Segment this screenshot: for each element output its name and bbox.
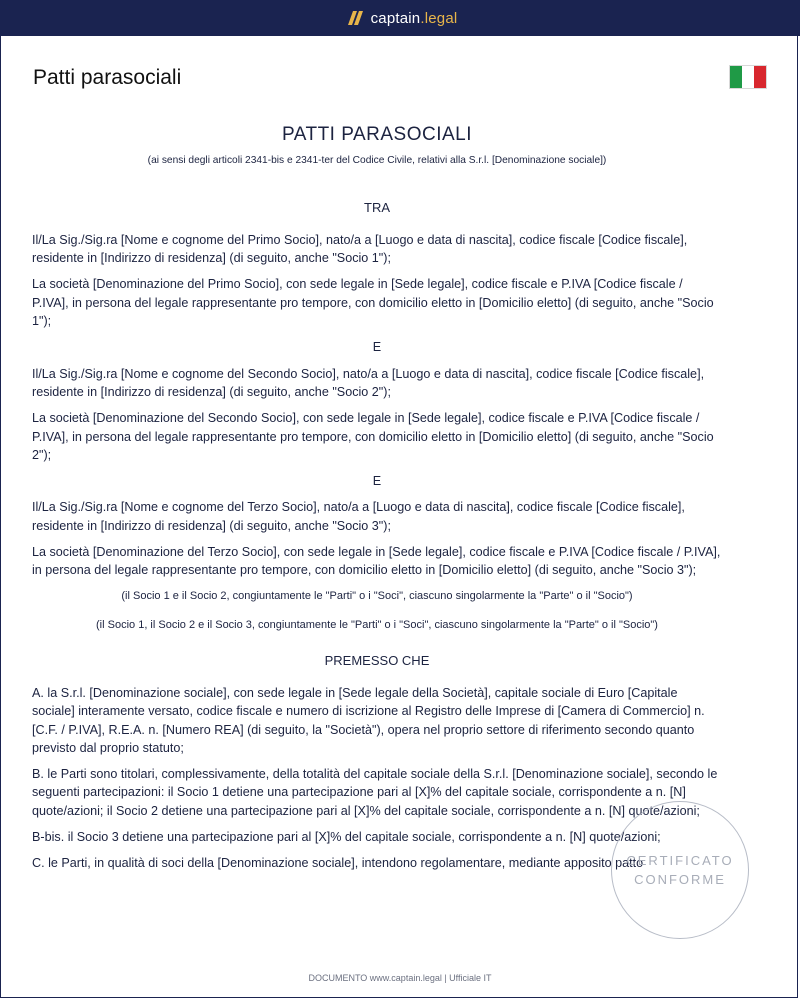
double-slash-logo-icon [343,10,363,26]
footer-text: DOCUMENTO www.captain.legal | Ufficiale IT [308,973,492,983]
stamp-line: CONFORME [634,872,726,887]
parties-note: (il Socio 1, il Socio 2 e il Socio 3, congiuntamente le "Parti" o i "Soci", ciascuno singolarmente la "Parte" o il "Socio") [96,618,658,631]
brand-name: captain.legal [370,9,458,27]
premise-paragraph: C. le Parti, in qualità di soci della [Denominazione sociale], intendono regolamentare, mediante apposito patto [32,856,644,871]
parties-note: (il Socio 1 e il Socio 2, congiuntamente le "Parti" o i "Soci", ciascuno singolarmente la "Parte" o il "Socio") [121,589,633,602]
section-heading-premesso: PREMESSO CHE [324,652,430,668]
document-subtitle: (ai sensi degli articoli 2341-bis e 2341-ter del Codice Civile, relativi alla S.r.l. [Denominazione sociale]) [147,155,607,167]
top-bar [0,0,800,36]
separator-e: E [372,340,382,355]
premise-paragraph: A. la S.r.l. [Denominazione sociale], con sede legale in [Sede legale della Società], capitale sociale di Euro [Capitale sociale] interamente versato, codice fiscale e numero di iscrizione al Registro delle Imprese di [Camera di Commercio] n. [C.F. / P.IVA], R.E.A. n. [Numero REA] (di seguito, la "Società"), opera nel proprio settore di riferimento secondo quanto previsto dal proprio statuto; [32,685,705,755]
party-paragraph: La società [Denominazione del Terzo Socio], con sede legale in [Sede legale], codice fiscale e P.IVA [Codice fiscale / P.IVA], in persona del legale rappresentante pro tempore, con domicilio eletto in [Domicilio eletto] (di seguito, anche "Socio 3"); [32,545,721,578]
stamp-line: CERTIFICATO [626,853,734,868]
party-paragraph: La società [Denominazione del Primo Socio], con sede legale in [Sede legale], codice fiscale e P.IVA [Codice fiscale / P.IVA], in persona del legale rappresentante pro tempore, con domicilio eletto in [Domicilio eletto] (di seguito, anche "Socio 1"); [32,277,714,329]
brand-logo[interactable] [343,10,458,27]
separator-e: E [372,474,382,489]
party-paragraph: Il/La Sig./Sig.ra [Nome e cognome del Secondo Socio], nato/a a [Luogo e data di nascita], codice fiscale [Codice fiscale], residente in [Indirizzo di residenza] (di seguito, anche "Socio 2"); [32,366,705,399]
certified-stamp [611,801,749,939]
premise-paragraph: B-bis. il Socio 3 detiene una partecipazione pari al [X]% del capitale sociale, corrispondente a n. [N] quote/azioni; [32,830,661,845]
section-heading-tra: TRA [364,199,390,215]
party-paragraph: Il/La Sig./Sig.ra [Nome e cognome del Terzo Socio], nato/a a [Luogo e data di nascita], codice fiscale [Codice fiscale], residente in [Indirizzo di residenza] (di seguito, anche "Socio 3"); [32,500,685,533]
party-paragraph: Il/La Sig./Sig.ra [Nome e cognome del Primo Socio], nato/a a [Luogo e data di nascita], codice fiscale [Codice fiscale], residente in [Indirizzo di residenza] (di seguito, anche "Socio 1"); [32,232,688,266]
document-title: PATTI PARASOCIALI [281,124,473,145]
page-title: Patti parasociali [33,66,182,89]
document-body [32,124,722,881]
italy-flag-icon[interactable] [729,65,767,89]
party-paragraph: La società [Denominazione del Secondo Socio], con sede legale in [Sede legale], codice fiscale e P.IVA [Codice fiscale / P.IVA], in persona del legale rappresentante pro tempore, con domicilio eletto in [Domicilio eletto] (di seguito, anche "Socio 2"); [32,411,714,462]
premise-paragraph: B. le Parti sono titolari, complessivamente, della totalità del capitale sociale della S.r.l. [Denominazione sociale], secondo le seguenti partecipazioni: il Socio 1 detiene una partecipazione pari al [X]% del capitale sociale, corrispondente a n. [N] quote/azioni; il Socio 2 detiene una partecipazione pari al [X]% del capitale sociale, corrispondente a n. [N] quote/azioni; [32,767,718,818]
